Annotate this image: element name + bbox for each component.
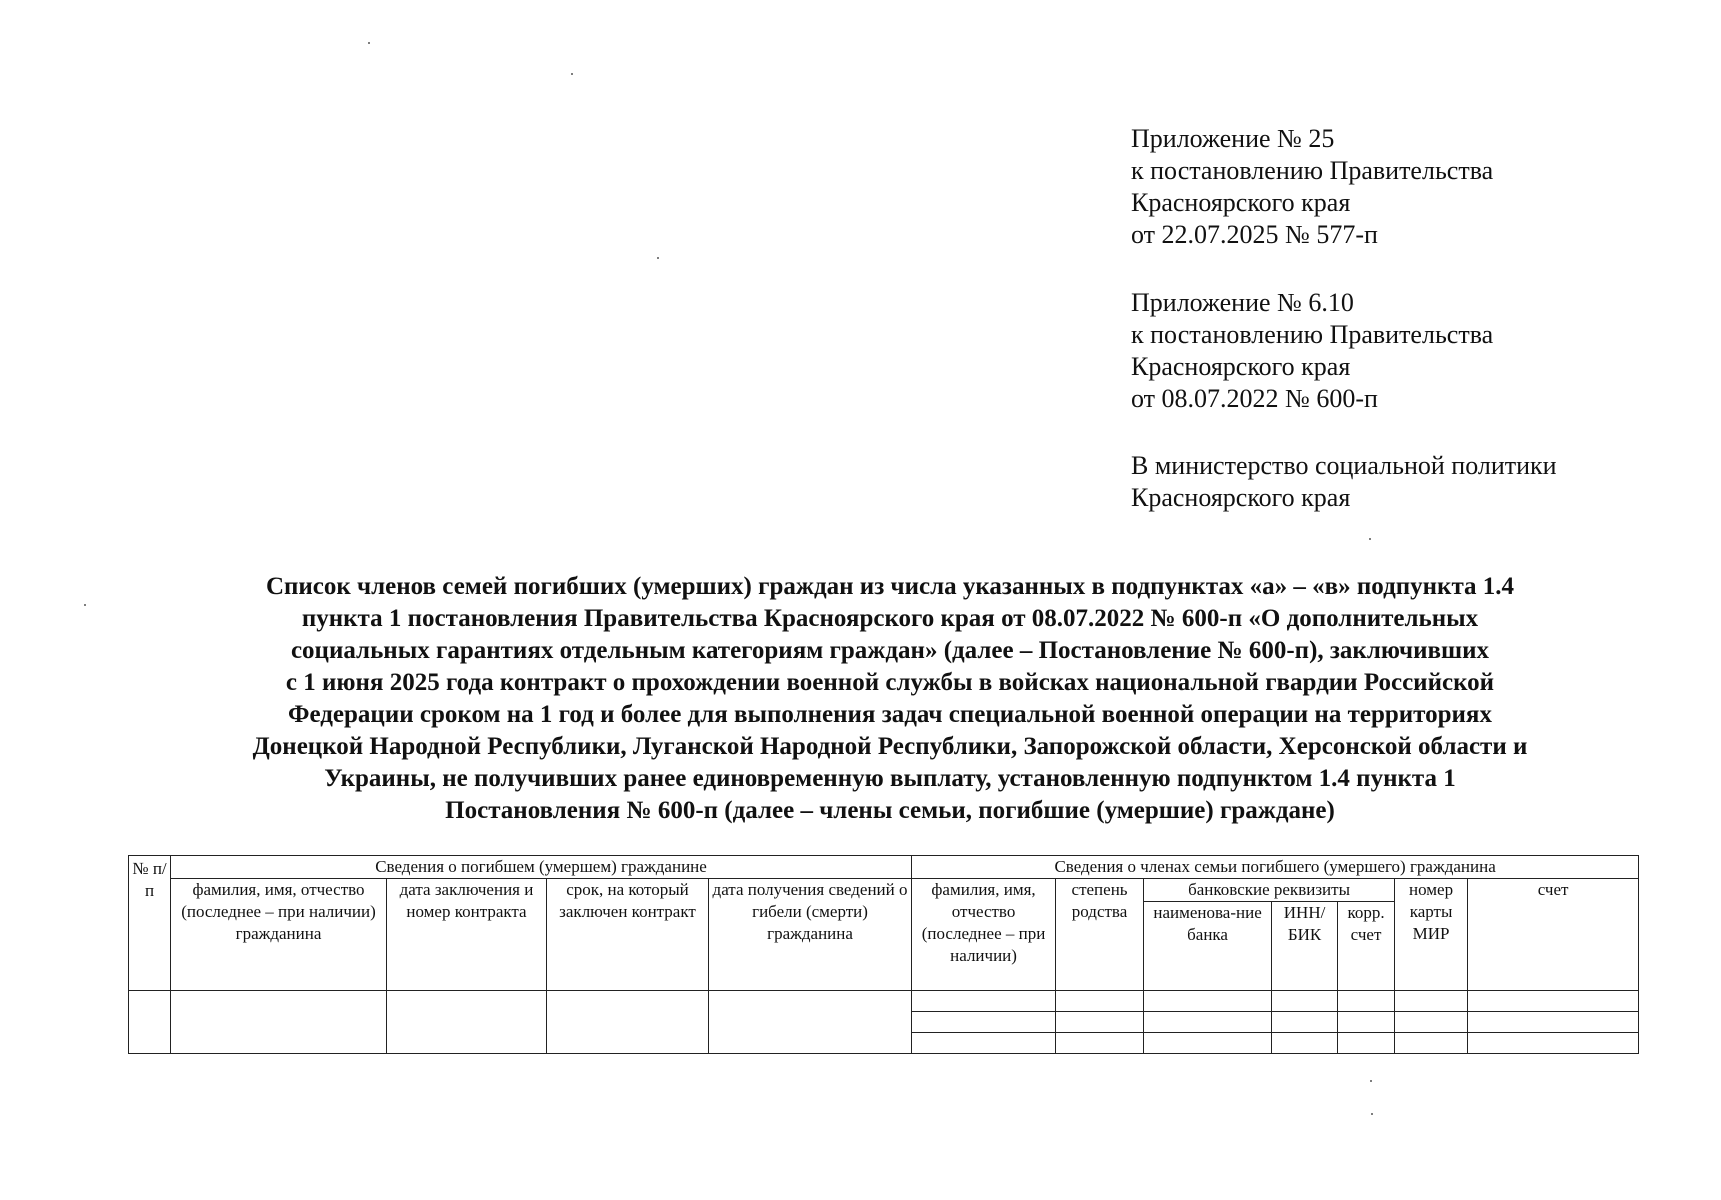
cell-account[interactable]: [1468, 1012, 1639, 1033]
cell-death-info-date[interactable]: [709, 991, 912, 1054]
cell-mir-card[interactable]: [1395, 1012, 1468, 1033]
title-line: Украины, не получивших ранее единовременную выплату, установленную подпунктом 1.4 пункта 1: [324, 765, 1456, 792]
cell-corr-account[interactable]: [1338, 1012, 1395, 1033]
title-line: Донецкой Народной Республики, Луганской Народной Республики, Запорожской области, Херсонской области и: [252, 733, 1528, 760]
speck: [1369, 538, 1371, 540]
header-bank-details: банковские реквизиты: [1144, 879, 1395, 902]
addressee-ministry: В министерство социальной политики: [1131, 451, 1557, 480]
cell-inn-bik[interactable]: [1272, 1012, 1338, 1033]
title-line: с 1 июня 2025 года контракт о прохождении военной службы в войсках национальной гвардии Российской: [285, 669, 1495, 696]
header-mir-card: номер карты МИР: [1395, 879, 1468, 991]
addressee-region: Красноярского края: [1131, 483, 1351, 512]
header-contract-term: срок, на который заключен контракт: [547, 879, 709, 991]
appendix-25-title: Приложение № 25: [1131, 124, 1335, 153]
header-number: № п/п: [129, 856, 171, 991]
appendix-6-10-ref: к постановлению Правительства: [1131, 320, 1494, 349]
speck: [657, 257, 659, 259]
cell-mir-card[interactable]: [1395, 991, 1468, 1012]
cell-bank-name[interactable]: [1144, 991, 1272, 1012]
header-contract-date: дата заключения и номер контракта: [387, 879, 547, 991]
appendix-25-ref: к постановлению Правительства: [1131, 156, 1494, 185]
header-group-deceased: Сведения о погибшем (умершем) гражданине: [171, 856, 912, 879]
appendix-6-10-date: от 08.07.2022 № 600-п: [1131, 384, 1378, 413]
title-line: пункта 1 постановления Правительства Красноярского края от 08.07.2022 № 600-п «О дополнительных: [301, 605, 1479, 632]
speck: [84, 604, 86, 606]
header-account: счет: [1468, 879, 1639, 991]
header-relation: степень родства: [1056, 879, 1144, 991]
cell-account[interactable]: [1468, 991, 1639, 1012]
cell-contract-date[interactable]: [387, 991, 547, 1054]
speck: [1370, 1080, 1372, 1082]
document-title: [130, 571, 1650, 827]
cell-deceased-name[interactable]: [171, 991, 387, 1054]
cell-mir-card[interactable]: [1395, 1033, 1468, 1054]
cell-corr-account[interactable]: [1338, 991, 1395, 1012]
speck: [571, 73, 573, 75]
cell-corr-account[interactable]: [1338, 1033, 1395, 1054]
appendix-6-10-region: Красноярского края: [1131, 352, 1351, 381]
cell-contract-term[interactable]: [547, 991, 709, 1054]
cell-account[interactable]: [1468, 1033, 1639, 1054]
cell-relation[interactable]: [1056, 991, 1144, 1012]
appendix-25-region: Красноярского края: [1131, 188, 1351, 217]
cell-family-name[interactable]: [912, 1012, 1056, 1033]
header-family-name: фамилия, имя, отчество (последнее – при наличии): [912, 879, 1056, 991]
table-row: [129, 991, 1639, 1012]
cell-bank-name[interactable]: [1144, 1033, 1272, 1054]
title-line: Список членов семей погибших (умерших) граждан из числа указанных в подпунктах «а» – «в» подпункта 1.4: [265, 573, 1515, 600]
cell-relation[interactable]: [1056, 1012, 1144, 1033]
cell-number[interactable]: [129, 991, 171, 1054]
appendix-25-header: [1131, 123, 1493, 251]
speck: [368, 42, 370, 44]
title-line: социальных гарантиях отдельным категориям граждан» (далее – Постановление № 600-п), заключивших: [290, 637, 1490, 664]
speck: [1371, 1113, 1373, 1115]
title-line: Федерации сроком на 1 год и более для выполнения задач специальной военной операции на территориях: [288, 701, 1492, 728]
header-deceased-name: фамилия, имя, отчество (последнее – при наличии) гражданина: [171, 879, 387, 991]
cell-family-name[interactable]: [912, 1033, 1056, 1054]
cell-inn-bik[interactable]: [1272, 991, 1338, 1012]
cell-family-name[interactable]: [912, 991, 1056, 1012]
family-members-table: [128, 855, 1639, 1054]
header-inn-bik: ИНН/ БИК: [1272, 902, 1338, 991]
cell-relation[interactable]: [1056, 1033, 1144, 1054]
appendix-6-10-title: Приложение № 6.10: [1131, 288, 1354, 317]
header-bank-name: наименова-ние банка: [1144, 902, 1272, 991]
appendix-6-10-header: [1131, 287, 1493, 415]
header-corr-account: корр. счет: [1338, 902, 1395, 991]
title-line: Постановления № 600-п (далее – члены семьи, погибшие (умершие) граждане): [445, 797, 1335, 824]
addressee-block: [1131, 450, 1557, 514]
header-death-info-date: дата получения сведений о гибели (смерти) гражданина: [709, 879, 912, 991]
cell-bank-name[interactable]: [1144, 1012, 1272, 1033]
header-group-family: Сведения о членах семьи погибшего (умершего) гражданина: [912, 856, 1639, 879]
appendix-25-date: от 22.07.2025 № 577-п: [1131, 220, 1378, 249]
cell-inn-bik[interactable]: [1272, 1033, 1338, 1054]
